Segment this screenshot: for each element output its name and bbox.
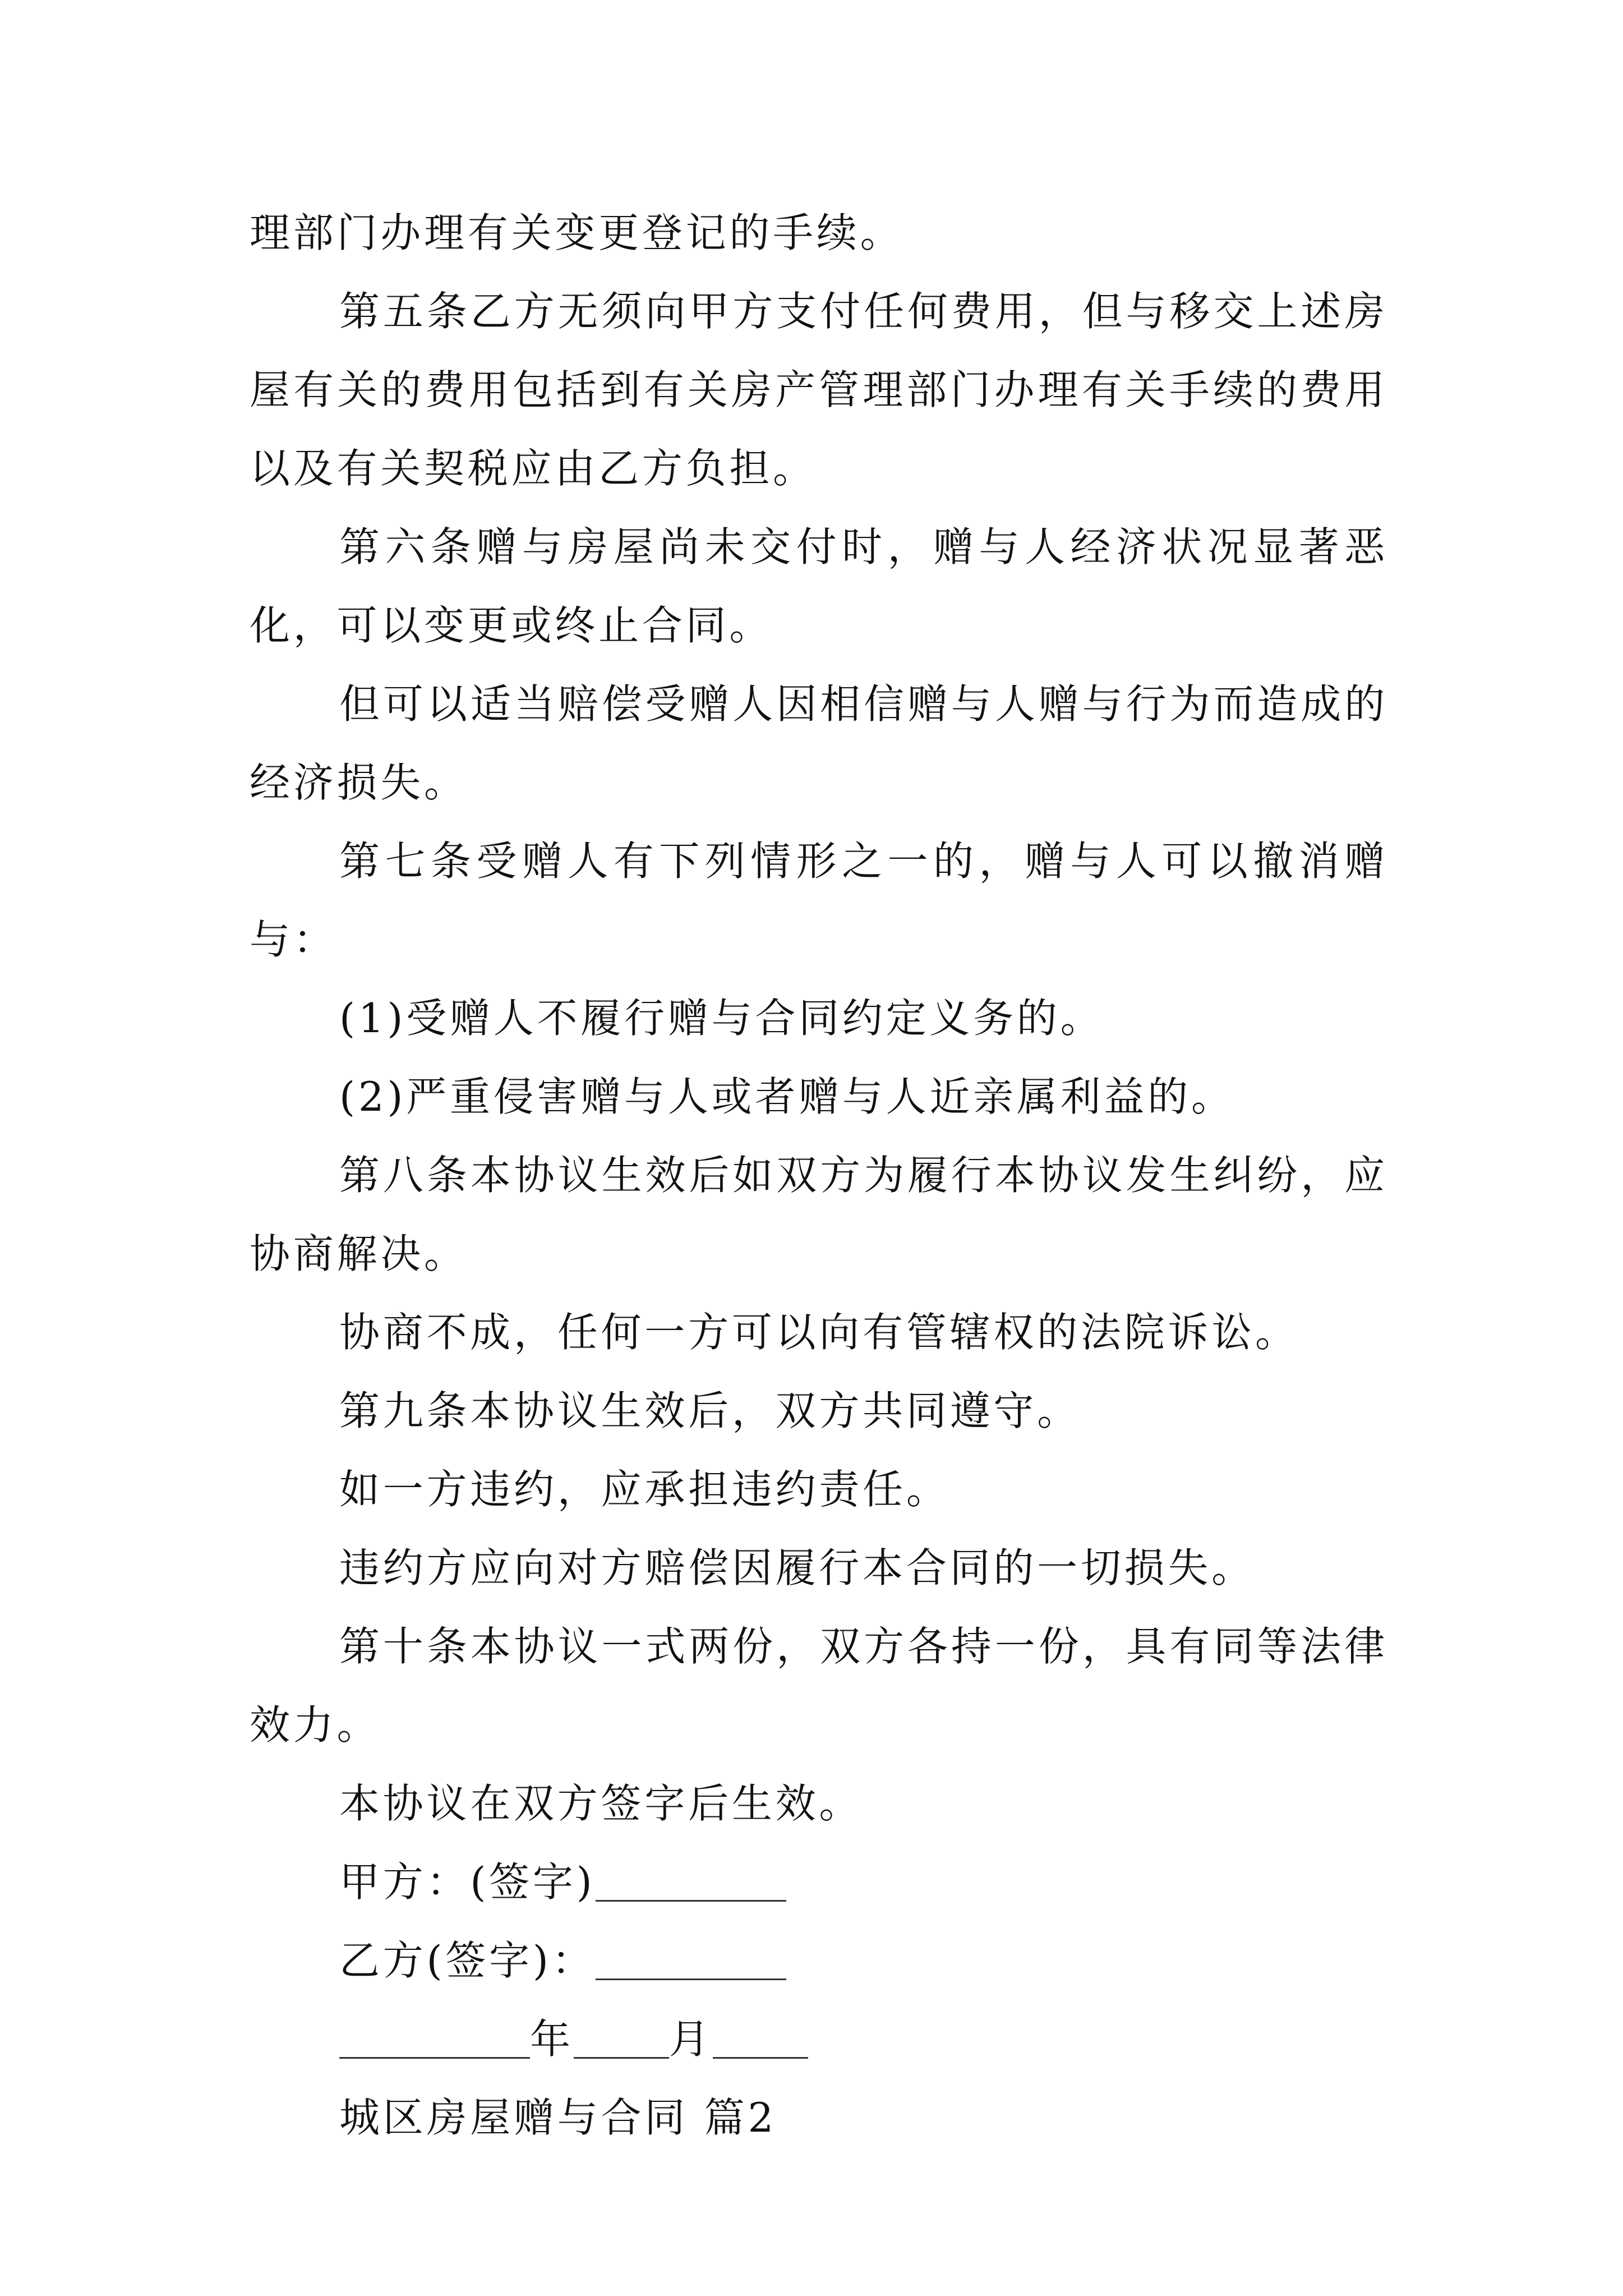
paragraph: 如一方违约，应承担违约责任。 — [339, 1466, 950, 1513]
paragraph: 本协议在双方签字后生效。 — [339, 1780, 863, 1827]
paragraph: 协商不成，任何一方可以向有管辖权的法院诉讼。 — [339, 1309, 1299, 1356]
date-month-blank — [574, 2051, 669, 2059]
signature-a-label: 甲方：(签字) — [339, 1858, 596, 1906]
date-line — [250, 2000, 1388, 2078]
signature-line-b — [250, 1921, 1388, 2000]
paragraph: 违约方应向对方赔偿因履行本合同的一切损失。 — [339, 1544, 1255, 1591]
paragraph: 第七条受赠人有下列情形之一的，赠与人可以撤消赠与： — [250, 838, 1388, 963]
paragraph: 但可以适当赔偿受赠人因相信赠与人赠与行为而造成的经济损失。 — [250, 680, 1388, 806]
signature-b-label: 乙方(签字)： — [339, 1937, 596, 1984]
signature-a-blank — [596, 1894, 786, 1902]
paragraph: 理部门办理有关变更登记的手续。 — [250, 209, 904, 256]
paragraph: 第六条赠与房屋尚未交付时，赠与人经济状况显著恶化，可以变更或终止合同。 — [250, 523, 1388, 649]
date-year-blank — [339, 2051, 530, 2059]
date-month-label: 月 — [668, 2016, 713, 2063]
date-day-blank — [713, 2051, 808, 2059]
paragraph: 第八条本协议生效后如双方为履行本协议发生纠纷，应协商解决。 — [250, 1152, 1388, 1277]
signature-b-blank — [596, 1973, 786, 1980]
paragraph: 第九条本协议生效后，双方共同遵守。 — [339, 1387, 1081, 1434]
paragraph: (2)严重侵害赠与人或者赠与人近亲属利益的。 — [339, 1073, 1235, 1120]
paragraph: 第五条乙方无须向甲方支付任何费用，但与移交上述房屋有关的费用包括到有关房产管理部门办理有关手续的费用以及有关契税应由乙方负担。 — [250, 288, 1388, 492]
document-body — [250, 194, 1388, 2157]
paragraph: 第十条本协议一式两份，双方各持一份，具有同等法律效力。 — [250, 1623, 1388, 1749]
date-year-label: 年 — [530, 2016, 574, 2063]
paragraph: (1)受赠人不履行赠与合同约定义务的。 — [339, 995, 1104, 1042]
section-title: 城区房屋赠与合同 篇2 — [339, 2094, 777, 2141]
signature-line-a — [250, 1843, 1388, 1921]
